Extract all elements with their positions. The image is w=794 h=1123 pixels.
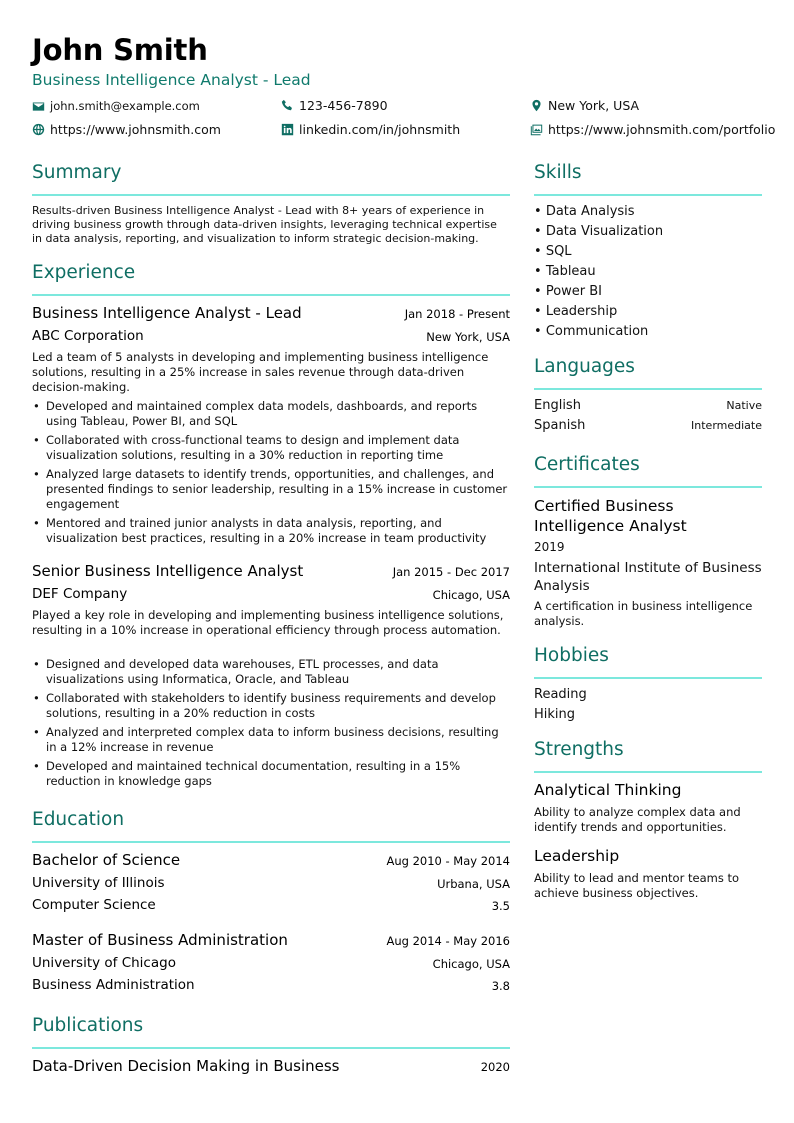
job-location: Chicago, USA: [432, 588, 510, 602]
job-bullets: [32, 657, 510, 793]
summary-heading: Summary: [32, 162, 122, 183]
map-pin-icon: [530, 99, 543, 112]
education-dates: Aug 2010 - May 2014: [386, 854, 510, 868]
languages-heading: Languages: [534, 356, 635, 377]
skill-item: • Data Visualization: [534, 222, 762, 242]
linkedin-icon: [281, 123, 294, 136]
publication-year: 2020: [480, 1060, 510, 1074]
education-location: Urbana, USA: [437, 877, 510, 891]
skills-list: [534, 202, 762, 342]
strength-description: Ability to lead and mentor teams to achieve business objectives.: [534, 871, 740, 900]
contact-email[interactable]: [32, 99, 200, 113]
job-dates: Jan 2015 - Dec 2017: [392, 565, 510, 579]
education-school: University of Chicago: [32, 955, 176, 971]
job-bullet: • Developed and maintained technical documentation, resulting in a 15% reduction in knowledge gaps: [32, 759, 510, 789]
hobby-item: Reading: [534, 687, 587, 702]
job-company: ABC Corporation: [32, 328, 144, 344]
publications-divider: [32, 1047, 510, 1049]
language-name: English: [534, 398, 581, 413]
job-description: Played a key role in developing and implementing business intelligence solutions, resulting in a 10% increase in operational efficiency through process automation.: [32, 608, 504, 637]
skills-heading: Skills: [534, 162, 582, 183]
contact-website-text: https://www.johnsmith.com: [50, 122, 221, 137]
education-school: University of Illinois: [32, 875, 165, 891]
job-title: Business Intelligence Analyst - Lead: [32, 304, 302, 322]
strength-description: Ability to analyze complex data and identify trends and opportunities.: [534, 805, 741, 834]
languages-divider: [534, 388, 762, 390]
job-company: DEF Company: [32, 586, 128, 602]
contact-location: [530, 98, 639, 113]
strengths-divider: [534, 771, 762, 773]
education-gpa: 3.8: [491, 979, 510, 993]
contact-linkedin[interactable]: [281, 122, 460, 137]
certificate-year: 2019: [534, 540, 565, 554]
contact-phone[interactable]: [281, 98, 388, 113]
summary-divider: [32, 194, 510, 196]
contact-linkedin-text: linkedin.com/in/johnsmith: [299, 122, 461, 137]
job-bullet: • Developed and maintained complex data models, dashboards, and reports using Tableau, Power BI, and SQL: [32, 399, 510, 429]
strength-name: Leadership: [534, 847, 620, 865]
hobbies-heading: Hobbies: [534, 645, 609, 666]
job-bullet: • Designed and developed data warehouses, ETL processes, and data visualizations using Informatica, Oracle, and Tableau: [32, 657, 510, 687]
job-title: Senior Business Intelligence Analyst: [32, 562, 304, 580]
skill-item: • Power BI: [534, 282, 762, 302]
experience-divider: [32, 294, 510, 296]
skills-divider: [534, 194, 762, 196]
phone-icon: [281, 99, 294, 112]
education-location: Chicago, USA: [432, 957, 510, 971]
skill-item: • Data Analysis: [534, 202, 762, 222]
globe-icon: [32, 123, 45, 136]
language-row: [534, 418, 762, 433]
education-degree: Master of Business Administration: [32, 931, 288, 949]
publication-title: Data-Driven Decision Making in Business: [32, 1057, 340, 1075]
portfolio-icon: [530, 123, 543, 136]
certificate-name: Certified Business Intelligence Analyst: [534, 497, 687, 535]
candidate-name: John Smith: [32, 33, 208, 67]
candidate-title: Business Intelligence Analyst - Lead: [32, 71, 311, 89]
certificate-description: A certification in business intelligence analysis.: [534, 599, 753, 628]
job-location: New York, USA: [426, 330, 510, 344]
education-divider: [32, 841, 510, 843]
experience-heading: Experience: [32, 262, 136, 283]
envelope-icon: [32, 100, 45, 113]
education-field: Computer Science: [32, 897, 156, 913]
certificate-issuer: International Institute of Business Analysis: [534, 560, 762, 594]
language-row: [534, 398, 762, 413]
summary-text: Results-driven Business Intelligence Analyst - Lead with 8+ years of experience in driving business growth through data-driven insights, leveraging technical expertise in data analysis, reporting, and visualization to inform strategic decision-making.: [32, 204, 497, 245]
language-level: Native: [726, 399, 762, 412]
skill-item: • Tableau: [534, 262, 762, 282]
hobby-item: Hiking: [534, 707, 576, 722]
job-bullet: • Mentored and trained junior analysts in data analysis, reporting, and visualization best practices, resulting in a 20% increase in team productivity: [32, 516, 510, 546]
skill-item: • Communication: [534, 322, 762, 342]
job-bullet: • Analyzed large datasets to identify trends, opportunities, and challenges, and presented findings to senior leadership, resulting in a 15% increase in customer engagement: [32, 467, 510, 512]
certificates-heading: Certificates: [534, 454, 640, 475]
certificates-divider: [534, 486, 762, 488]
contact-portfolio[interactable]: [530, 122, 775, 137]
hobbies-divider: [534, 677, 762, 679]
strength-name: Analytical Thinking: [534, 781, 682, 799]
job-description: Led a team of 5 analysts in developing and implementing business intelligence solutions, resulting in a 25% increase in sales revenue through data-driven decision-making.: [32, 350, 489, 394]
job-bullet: • Collaborated with cross-functional teams to design and implement data visualization solutions, resulting in a 30% reduction in reporting time: [32, 433, 510, 463]
contact-email-text: john.smith@example.com: [50, 99, 200, 113]
job-dates: Jan 2018 - Present: [404, 307, 510, 321]
publications-heading: Publications: [32, 1015, 144, 1036]
education-degree: Bachelor of Science: [32, 851, 181, 869]
education-field: Business Administration: [32, 977, 195, 993]
strengths-heading: Strengths: [534, 739, 624, 760]
education-gpa: 3.5: [491, 899, 510, 913]
skill-item: • Leadership: [534, 302, 762, 322]
education-dates: Aug 2014 - May 2016: [386, 934, 510, 948]
education-heading: Education: [32, 809, 125, 830]
job-bullet: • Collaborated with stakeholders to identify business requirements and develop solutions, resulting in a 20% reduction in costs: [32, 691, 510, 721]
contact-portfolio-text: https://www.johnsmith.com/portfolio: [548, 122, 776, 137]
language-name: Spanish: [534, 418, 586, 433]
job-bullets: [32, 399, 510, 550]
language-level: Intermediate: [691, 419, 762, 432]
job-bullet: • Analyzed and interpreted complex data to inform business decisions, resulting in a 12% increase in revenue: [32, 725, 510, 755]
skill-item: • SQL: [534, 242, 762, 262]
contact-website[interactable]: [32, 122, 221, 137]
contact-location-text: New York, USA: [548, 98, 640, 113]
contact-phone-text: 123-456-7890: [299, 98, 388, 113]
